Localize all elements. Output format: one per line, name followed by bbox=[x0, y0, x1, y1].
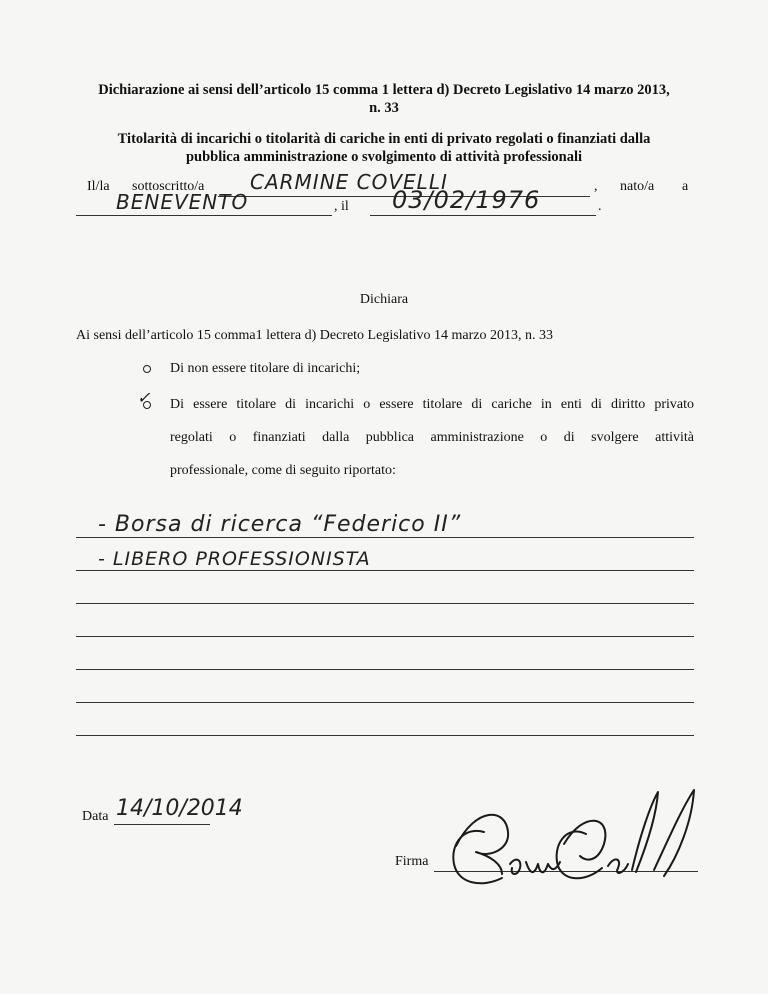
option-1-bullet bbox=[143, 365, 151, 373]
label-a: a bbox=[682, 179, 689, 194]
subtitle-line-1: Titolarità di incarichi o titolarità di cariche in enti di privato regolati o finanziati dalla bbox=[117, 131, 651, 147]
handwritten-birthdate: 03/02/1976 bbox=[392, 186, 541, 214]
handwritten-birthplace: BENEVENTO bbox=[116, 190, 249, 214]
title-line-1: Dichiarazione ai sensi dell’articolo 15 comma 1 lettera d) Decreto Legislativo 14 marzo 2013, bbox=[98, 82, 670, 98]
label-data: Data bbox=[82, 809, 109, 824]
ruled-line-4 bbox=[76, 636, 694, 637]
title-line-2: n. 33 bbox=[369, 100, 399, 116]
ruled-line-7 bbox=[76, 735, 694, 736]
label-il-la: Il/la bbox=[87, 179, 110, 194]
intro-text: Ai sensi dell’articolo 15 comma1 lettera d) Decreto Legislativo 14 marzo 2013, n. 33 bbox=[76, 328, 554, 343]
period: . bbox=[598, 199, 602, 214]
handwritten-item-2: - LIBERO PROFESSIONISTA bbox=[98, 548, 371, 570]
birthdate-field-line bbox=[370, 215, 596, 216]
label-nato: nato/a bbox=[620, 179, 655, 194]
option-2-text-line-3: professionale, come di seguito riportato: bbox=[170, 463, 396, 478]
ruled-line-2 bbox=[76, 570, 694, 571]
comma: , bbox=[594, 179, 598, 194]
option-2-check-mark-icon: ✓ bbox=[137, 390, 151, 407]
handwritten-name: CARMINE COVELLI bbox=[250, 170, 448, 194]
option-2-text-line-1: Di essere titolare di incarichi o essere titolare di cariche in enti di diritto privato bbox=[170, 397, 694, 412]
date-field-line bbox=[114, 824, 210, 825]
option-2-text-line-2: regolati o finanziati dalla pubblica amministrazione o di svolgere attività bbox=[170, 430, 694, 445]
heading-dichiara: Dichiara bbox=[359, 292, 409, 307]
label-firma: Firma bbox=[395, 854, 429, 869]
handwritten-item-1: - Borsa di ricerca “Federico II” bbox=[98, 512, 462, 537]
label-sottoscritto: sottoscritto/a bbox=[132, 179, 205, 194]
signature-mark bbox=[436, 786, 716, 896]
label-il: , il bbox=[334, 199, 349, 214]
handwritten-date: 14/10/2014 bbox=[116, 796, 243, 821]
option-1-text: Di non essere titolare di incarichi; bbox=[170, 361, 361, 376]
birthplace-field-line bbox=[76, 215, 332, 216]
ruled-line-6 bbox=[76, 702, 694, 703]
ruled-line-5 bbox=[76, 669, 694, 670]
subtitle-line-2: pubblica amministrazione o svolgimento di attività professionali bbox=[185, 149, 583, 165]
ruled-line-1 bbox=[76, 537, 694, 538]
ruled-line-3 bbox=[76, 603, 694, 604]
